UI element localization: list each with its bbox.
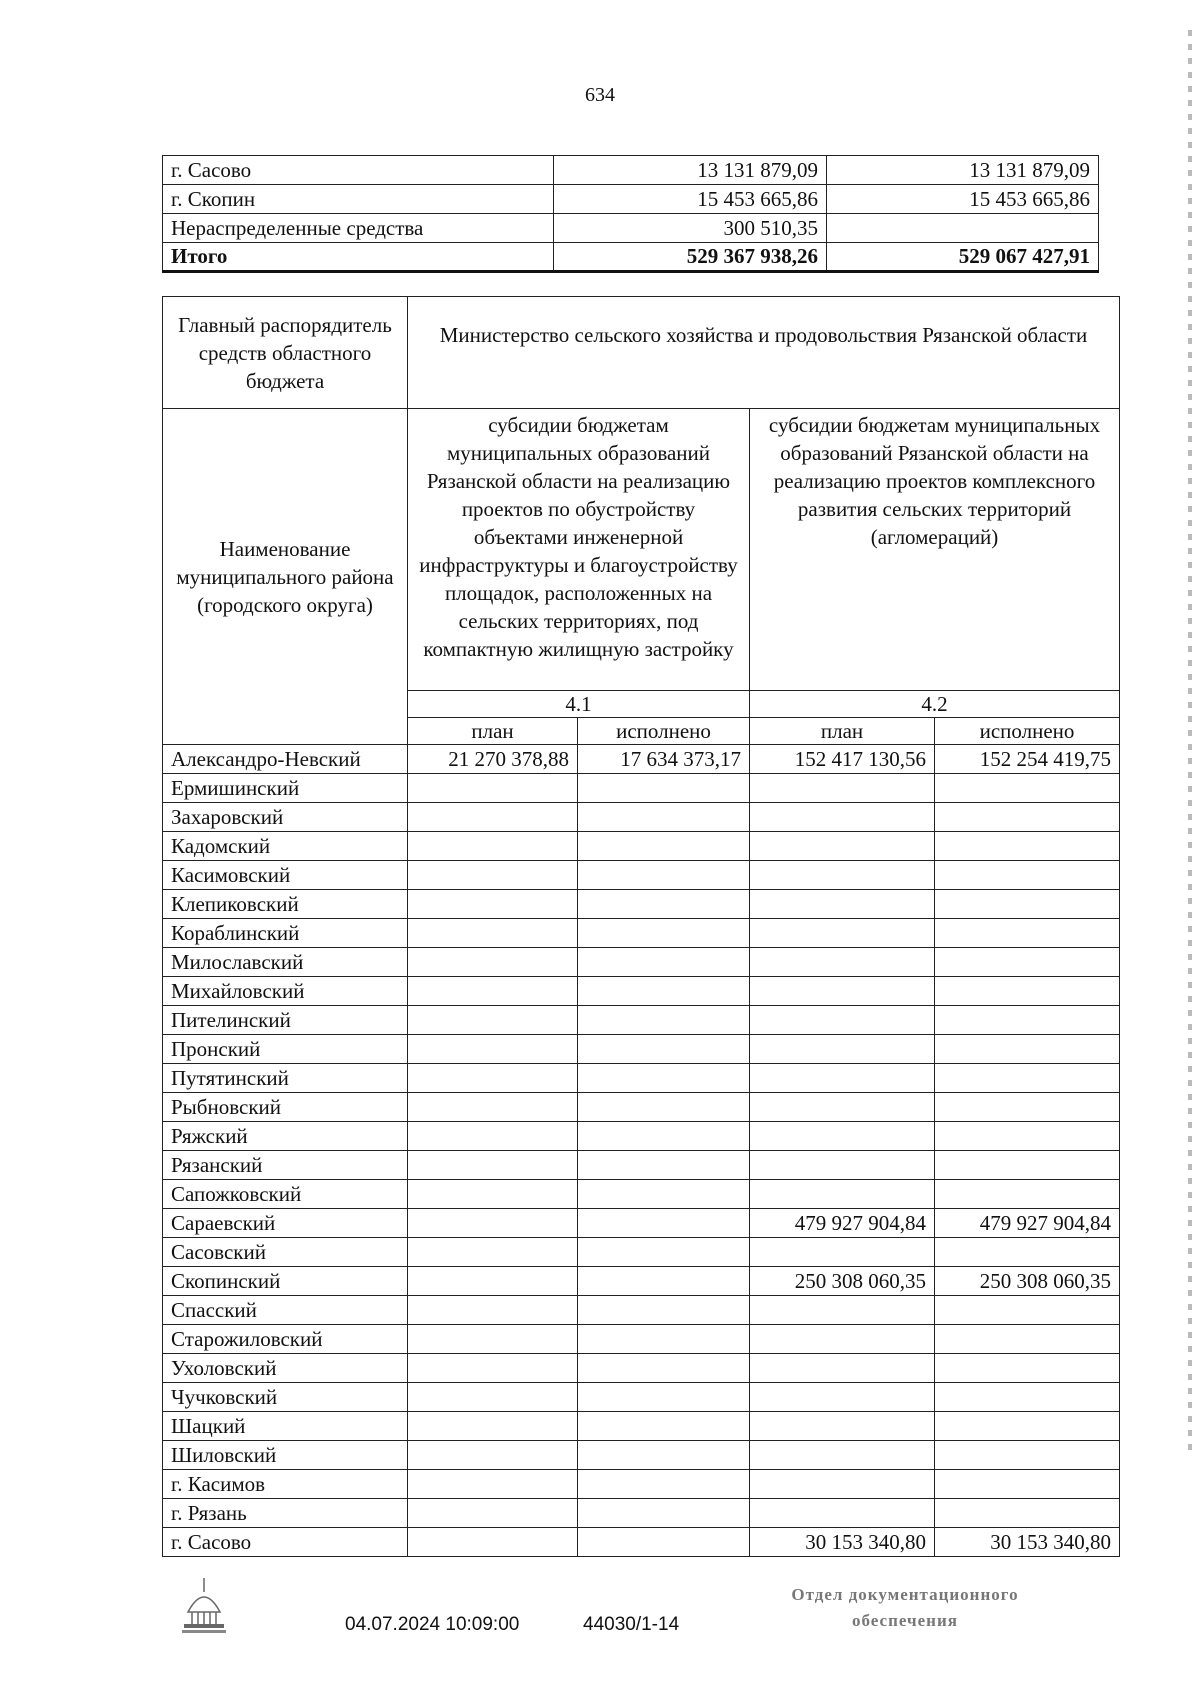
value-cell-p41	[408, 1470, 578, 1499]
municipality-row	[163, 1093, 1120, 1122]
value-cell-p42	[750, 1383, 935, 1412]
value-cell-p42	[750, 1151, 935, 1180]
municipality-row	[163, 1296, 1120, 1325]
value-cell-p41	[408, 948, 578, 977]
value-cell-d42	[935, 948, 1120, 977]
value-cell-d42	[935, 1093, 1120, 1122]
value-cell-p41	[408, 1122, 578, 1151]
municipality-row	[163, 1412, 1120, 1441]
value-cell-d41	[578, 890, 750, 919]
municipality-name: Пителинский	[163, 1006, 408, 1035]
value-cell-d42	[935, 1238, 1120, 1267]
municipality-row	[163, 1267, 1120, 1296]
value-cell-d41	[578, 1470, 750, 1499]
value-cell-p41	[408, 1383, 578, 1412]
value-cell-d41	[578, 1209, 750, 1238]
municipality-name: Сапожковский	[163, 1180, 408, 1209]
value-cell-p41	[408, 1354, 578, 1383]
scan-edge-marks	[1188, 30, 1192, 1450]
page-number: 634	[585, 84, 615, 106]
top-cell-done: 13 131 879,09	[827, 156, 1099, 185]
value-cell-d42: 479 927 904,84	[935, 1209, 1120, 1238]
value-cell-d41	[578, 774, 750, 803]
value-cell-p41: 21 270 378,88	[408, 745, 578, 774]
value-cell-p41	[408, 1267, 578, 1296]
municipality-row	[163, 1122, 1120, 1151]
value-cell-p41	[408, 861, 578, 890]
municipality-name: г. Рязань	[163, 1499, 408, 1528]
municipality-row	[163, 1499, 1120, 1528]
value-cell-d41	[578, 1122, 750, 1151]
municipality-row	[163, 948, 1120, 977]
value-cell-d42	[935, 1470, 1120, 1499]
value-cell-d41	[578, 861, 750, 890]
value-cell-p41	[408, 1528, 578, 1557]
municipality-name: Чучковский	[163, 1383, 408, 1412]
value-cell-p41	[408, 1064, 578, 1093]
municipality-name: Клепиковский	[163, 890, 408, 919]
value-cell-p41	[408, 1325, 578, 1354]
value-cell-d41	[578, 919, 750, 948]
municipality-row	[163, 1441, 1120, 1470]
municipality-name: Ряжский	[163, 1122, 408, 1151]
value-cell-p42	[750, 1499, 935, 1528]
top-table-row	[163, 156, 1099, 185]
value-cell-p41	[408, 1441, 578, 1470]
municipality-name: г. Сасово	[163, 1528, 408, 1557]
value-cell-d41	[578, 1412, 750, 1441]
value-cell-d42	[935, 832, 1120, 861]
column-4-2-title: субсидии бюджетам муниципальных образований Рязанской области на реализацию проектов комплексного развития сельских территорий (агломераций)	[750, 409, 1120, 691]
value-cell-d41	[578, 1499, 750, 1528]
value-cell-d41	[578, 1383, 750, 1412]
value-cell-d41	[578, 1354, 750, 1383]
municipality-row	[163, 832, 1120, 861]
value-cell-p41	[408, 1499, 578, 1528]
value-cell-d42	[935, 1296, 1120, 1325]
municipality-name: Захаровский	[163, 803, 408, 832]
value-cell-d41	[578, 1035, 750, 1064]
header-row-manager	[163, 297, 1120, 409]
municipality-name: Рыбновский	[163, 1093, 408, 1122]
value-cell-d42	[935, 1325, 1120, 1354]
done-label-4-1: исполнено	[578, 718, 750, 745]
value-cell-p41	[408, 1238, 578, 1267]
municipality-name: Путятинский	[163, 1064, 408, 1093]
plan-label-4-1: план	[408, 718, 578, 745]
value-cell-p42	[750, 948, 935, 977]
municipality-name: Милославский	[163, 948, 408, 977]
value-cell-p42	[750, 1180, 935, 1209]
municipality-row	[163, 1238, 1120, 1267]
value-cell-p42	[750, 1441, 935, 1470]
value-cell-d42	[935, 1151, 1120, 1180]
value-cell-d41	[578, 1267, 750, 1296]
value-cell-p41	[408, 1209, 578, 1238]
municipality-name: Кадомский	[163, 832, 408, 861]
municipality-name: Шиловский	[163, 1441, 408, 1470]
value-cell-p41	[408, 1412, 578, 1441]
municipality-name: Касимовский	[163, 861, 408, 890]
value-cell-p42: 152 417 130,56	[750, 745, 935, 774]
value-cell-p41	[408, 774, 578, 803]
value-cell-p42	[750, 1006, 935, 1035]
value-cell-p41	[408, 1006, 578, 1035]
value-cell-d42: 250 308 060,35	[935, 1267, 1120, 1296]
top-cell-plan: 529 367 938,26	[554, 243, 827, 272]
value-cell-p42	[750, 774, 935, 803]
value-cell-p42	[750, 803, 935, 832]
value-cell-p42	[750, 1093, 935, 1122]
municipality-name: Александро-Невский	[163, 745, 408, 774]
value-cell-d42	[935, 1122, 1120, 1151]
column-4-1-title: субсидии бюджетам муниципальных образований Рязанской области на реализацию проектов по обустройству объектами инженерной инфраструктуры и благоустройству площадок, расположенных на сельских территориях, под компактную жилищную застройку	[408, 409, 750, 691]
value-cell-p41	[408, 803, 578, 832]
top-cell-done: 529 067 427,91	[827, 243, 1099, 272]
top-cell-name: Нераспределенные средства	[163, 214, 554, 243]
value-cell-d41	[578, 977, 750, 1006]
value-cell-d41	[578, 1441, 750, 1470]
top-cell-name: г. Скопин	[163, 185, 554, 214]
municipality-name: Кораблинский	[163, 919, 408, 948]
done-label-4-2: исполнено	[935, 718, 1120, 745]
column-4-1-code: 4.1	[408, 691, 750, 718]
top-cell-plan: 13 131 879,09	[554, 156, 827, 185]
value-cell-d42: 152 254 419,75	[935, 745, 1120, 774]
value-cell-d41	[578, 1296, 750, 1325]
municipality-name: Ухоловский	[163, 1354, 408, 1383]
value-cell-d42	[935, 977, 1120, 1006]
value-cell-p41	[408, 1296, 578, 1325]
municipality-label: Наименование муниципального района (городского округа)	[163, 409, 408, 745]
ministry-name: Министерство сельского хозяйства и продовольствия Рязанской области	[408, 297, 1120, 409]
value-cell-d42	[935, 803, 1120, 832]
municipality-row	[163, 977, 1120, 1006]
top-cell-done	[827, 214, 1099, 243]
duma-logo-icon	[180, 1572, 228, 1636]
municipality-row	[163, 1383, 1120, 1412]
top-cell-name: Итого	[163, 243, 554, 272]
value-cell-d42: 30 153 340,80	[935, 1528, 1120, 1557]
value-cell-d41	[578, 832, 750, 861]
value-cell-p42	[750, 861, 935, 890]
value-cell-d41	[578, 1528, 750, 1557]
footer-doc-code: 44030/1-14	[583, 1614, 680, 1635]
department-stamp: Отдел документационного обеспечения	[791, 1585, 1019, 1630]
plan-label-4-2: план	[750, 718, 935, 745]
municipality-row	[163, 1035, 1120, 1064]
value-cell-p42	[750, 1354, 935, 1383]
municipality-name: Скопинский	[163, 1267, 408, 1296]
municipality-name: Старожиловский	[163, 1325, 408, 1354]
municipality-row	[163, 1064, 1120, 1093]
value-cell-p41	[408, 977, 578, 1006]
municipality-row	[163, 861, 1120, 890]
municipality-name: Рязанский	[163, 1151, 408, 1180]
value-cell-p42	[750, 1412, 935, 1441]
main-manager-label: Главный распорядитель средств областного бюджета	[163, 297, 408, 409]
main-table-body	[163, 297, 1120, 1557]
value-cell-p41	[408, 1151, 578, 1180]
value-cell-d41	[578, 1064, 750, 1093]
value-cell-d41: 17 634 373,17	[578, 745, 750, 774]
municipality-row	[163, 1528, 1120, 1557]
value-cell-p42: 479 927 904,84	[750, 1209, 935, 1238]
value-cell-d42	[935, 919, 1120, 948]
municipality-row	[163, 745, 1120, 774]
value-cell-p42	[750, 1035, 935, 1064]
value-cell-d41	[578, 803, 750, 832]
municipality-row	[163, 774, 1120, 803]
main-table	[162, 296, 1120, 1557]
value-cell-d42	[935, 1006, 1120, 1035]
municipality-name: Пронский	[163, 1035, 408, 1064]
municipality-name: г. Касимов	[163, 1470, 408, 1499]
value-cell-p42	[750, 1325, 935, 1354]
value-cell-d42	[935, 1499, 1120, 1528]
municipality-row	[163, 1354, 1120, 1383]
top-cell-plan: 15 453 665,86	[554, 185, 827, 214]
municipality-name: Сасовский	[163, 1238, 408, 1267]
value-cell-p41	[408, 1093, 578, 1122]
municipality-name: Шацкий	[163, 1412, 408, 1441]
top-table-row	[163, 185, 1099, 214]
column-4-2-code: 4.2	[750, 691, 1120, 718]
header-row-titles	[163, 409, 1120, 691]
top-table-body	[163, 156, 1099, 272]
value-cell-p41	[408, 832, 578, 861]
value-cell-p42	[750, 1064, 935, 1093]
value-cell-d41	[578, 948, 750, 977]
value-cell-d42	[935, 774, 1120, 803]
value-cell-p41	[408, 890, 578, 919]
value-cell-d42	[935, 861, 1120, 890]
footer-datetime: 04.07.2024 10:09:00	[345, 1614, 520, 1635]
municipality-row	[163, 890, 1120, 919]
value-cell-d42	[935, 1035, 1120, 1064]
value-cell-p41	[408, 1180, 578, 1209]
municipality-row	[163, 1209, 1120, 1238]
value-cell-p42: 250 308 060,35	[750, 1267, 935, 1296]
value-cell-p42: 30 153 340,80	[750, 1528, 935, 1557]
value-cell-d41	[578, 1151, 750, 1180]
value-cell-d41	[578, 1325, 750, 1354]
value-cell-d41	[578, 1180, 750, 1209]
value-cell-d42	[935, 1180, 1120, 1209]
municipality-row	[163, 1151, 1120, 1180]
value-cell-d42	[935, 1064, 1120, 1093]
value-cell-p42	[750, 977, 935, 1006]
total-row	[163, 243, 1099, 272]
value-cell-p42	[750, 1296, 935, 1325]
value-cell-p41	[408, 919, 578, 948]
value-cell-p42	[750, 890, 935, 919]
value-cell-d41	[578, 1006, 750, 1035]
value-cell-d42	[935, 1383, 1120, 1412]
municipality-name: Михайловский	[163, 977, 408, 1006]
value-cell-p42	[750, 919, 935, 948]
value-cell-d42	[935, 890, 1120, 919]
municipality-row	[163, 803, 1120, 832]
top-cell-plan: 300 510,35	[554, 214, 827, 243]
value-cell-d41	[578, 1238, 750, 1267]
value-cell-d42	[935, 1412, 1120, 1441]
municipality-row	[163, 1325, 1120, 1354]
municipality-name: Сараевский	[163, 1209, 408, 1238]
municipality-row	[163, 1470, 1120, 1499]
top-table-row	[163, 214, 1099, 243]
value-cell-d41	[578, 1093, 750, 1122]
value-cell-p42	[750, 1238, 935, 1267]
value-cell-p42	[750, 1122, 935, 1151]
municipality-name: Спасский	[163, 1296, 408, 1325]
value-cell-p41	[408, 1035, 578, 1064]
municipality-row	[163, 919, 1120, 948]
value-cell-d42	[935, 1441, 1120, 1470]
top-cell-name: г. Сасово	[163, 156, 554, 185]
value-cell-p42	[750, 1470, 935, 1499]
top-table	[162, 155, 1099, 273]
value-cell-d42	[935, 1354, 1120, 1383]
municipality-row	[163, 1180, 1120, 1209]
value-cell-p42	[750, 832, 935, 861]
municipality-row	[163, 1006, 1120, 1035]
municipality-name: Ермишинский	[163, 774, 408, 803]
top-cell-done: 15 453 665,86	[827, 185, 1099, 214]
